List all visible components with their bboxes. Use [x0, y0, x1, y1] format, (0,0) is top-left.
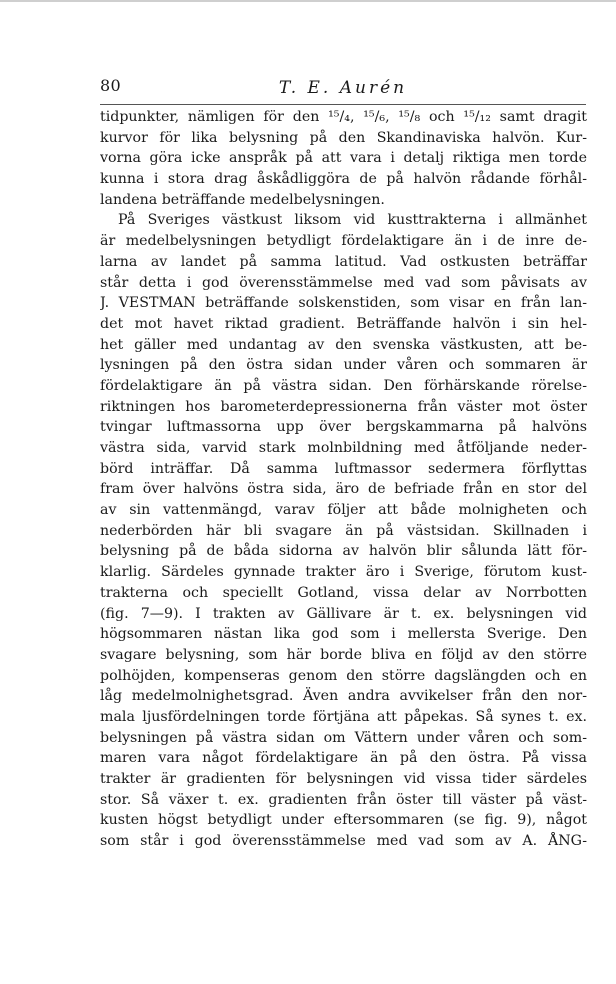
text-line: nederbörden här bli svagare än på västsidan. Skillnaden i — [100, 522, 587, 539]
text-line: het gäller med undantag av den svenska västkusten, att be- — [100, 336, 587, 353]
text-line: tidpunkter, nämligen för den ¹⁵/₄, ¹⁵/₆, ¹⁵/₈ och ¹⁵/₁₂ samt dragit — [100, 109, 587, 125]
body-text — [100, 107, 587, 852]
text-line: J. VESTMAN beträffande solskenstiden, som visar en från lan- — [100, 295, 587, 312]
text-line: På Sveriges västkust liksom vid kusttrakterna i allmänhet — [118, 212, 587, 229]
text-line: fram över halvöns östra sida, äro de befriade från en stor del — [100, 481, 587, 498]
text-line: (fig. 7—9). I trakten av Gällivare är t. ex. belysningen vid — [100, 605, 587, 622]
text-line: larna av landet på samma latitud. Vad ostkusten beträffar — [100, 253, 587, 270]
text-line: står detta i god överensstämmelse med vad som påvisats av — [100, 274, 587, 291]
text-line: trakter är gradienten för belysningen vid vissa tider särdeles — [100, 771, 587, 787]
page-number: 80 — [100, 76, 121, 95]
text-line: fördelaktigare än på västra sidan. Den förhärskande rörelse- — [100, 377, 587, 394]
running-title: T. E. Aurén — [278, 78, 408, 98]
running-head — [100, 76, 586, 102]
text-line: maren vara något fördelaktigare än på den östra. På vissa — [100, 750, 587, 767]
text-line: västra sida, varvid stark molnbildning med åtföljande neder- — [100, 440, 587, 456]
text-line: klarlig. Särdeles gynnade trakter äro i Sverige, förutom kust- — [100, 564, 587, 581]
text-line: polhöjden, kompenseras genom den större dagslängden och en — [100, 667, 587, 684]
text-line: kunna i stora drag åskådliggöra de på halvön rådande förhål- — [100, 171, 587, 188]
text-line: som står i god överensstämmelse med vad som av A. ÅNG- — [100, 833, 587, 850]
text-line: svagare belysning, som här borde bliva en följd av den större — [100, 646, 587, 663]
text-line: riktningen hos barometerdepressionerna från väster mot öster — [100, 398, 587, 415]
text-line: lysningen på den östra sidan under våren och sommaren är — [100, 357, 587, 374]
text-line: kusten högst betydligt under eftersommaren (se fig. 9), något — [100, 812, 587, 829]
text-line: landena beträffande medelbelysningen. — [100, 191, 385, 208]
text-line: högsommaren nästan lika god som i mellersta Sverige. Den — [100, 626, 587, 643]
text-line: tvingar luftmassorna upp över bergskammarna på halvöns — [100, 419, 587, 436]
text-line: låg medelmolnighetsgrad. Även andra avvikelser från den nor- — [100, 688, 587, 705]
top-edge-rule — [0, 0, 616, 2]
text-line: belysning på de båda sidorna av halvön blir sålunda lätt för- — [100, 543, 587, 560]
text-line: stor. Så växer t. ex. gradienten från öster till väster på väst- — [100, 791, 587, 808]
text-line: vorna göra icke anspråk på att vara i detalj riktiga men torde — [100, 150, 587, 167]
header-rule — [100, 104, 586, 105]
text-line: är medelbelysningen betydligt fördelaktigare än i de inre de- — [100, 233, 587, 250]
text-line: börd inträffar. Då samma luftmassor sedermera förflyttas — [100, 460, 587, 477]
text-line: det mot havet riktad gradient. Beträffande halvön i sin hel- — [100, 315, 587, 332]
text-line: belysningen på västra sidan om Vättern under våren och som- — [100, 729, 587, 746]
text-line: trakterna och speciellt Gotland, vissa delar av Norrbotten — [100, 584, 587, 601]
text-line: av sin vattenmängd, varav följer att både molnigheten och — [100, 502, 587, 519]
text-line: mala ljusfördelningen torde förtjäna att påpekas. Så synes t. ex. — [100, 708, 587, 725]
text-line: kurvor för lika belysning på den Skandinaviska halvön. Kur- — [100, 129, 587, 146]
